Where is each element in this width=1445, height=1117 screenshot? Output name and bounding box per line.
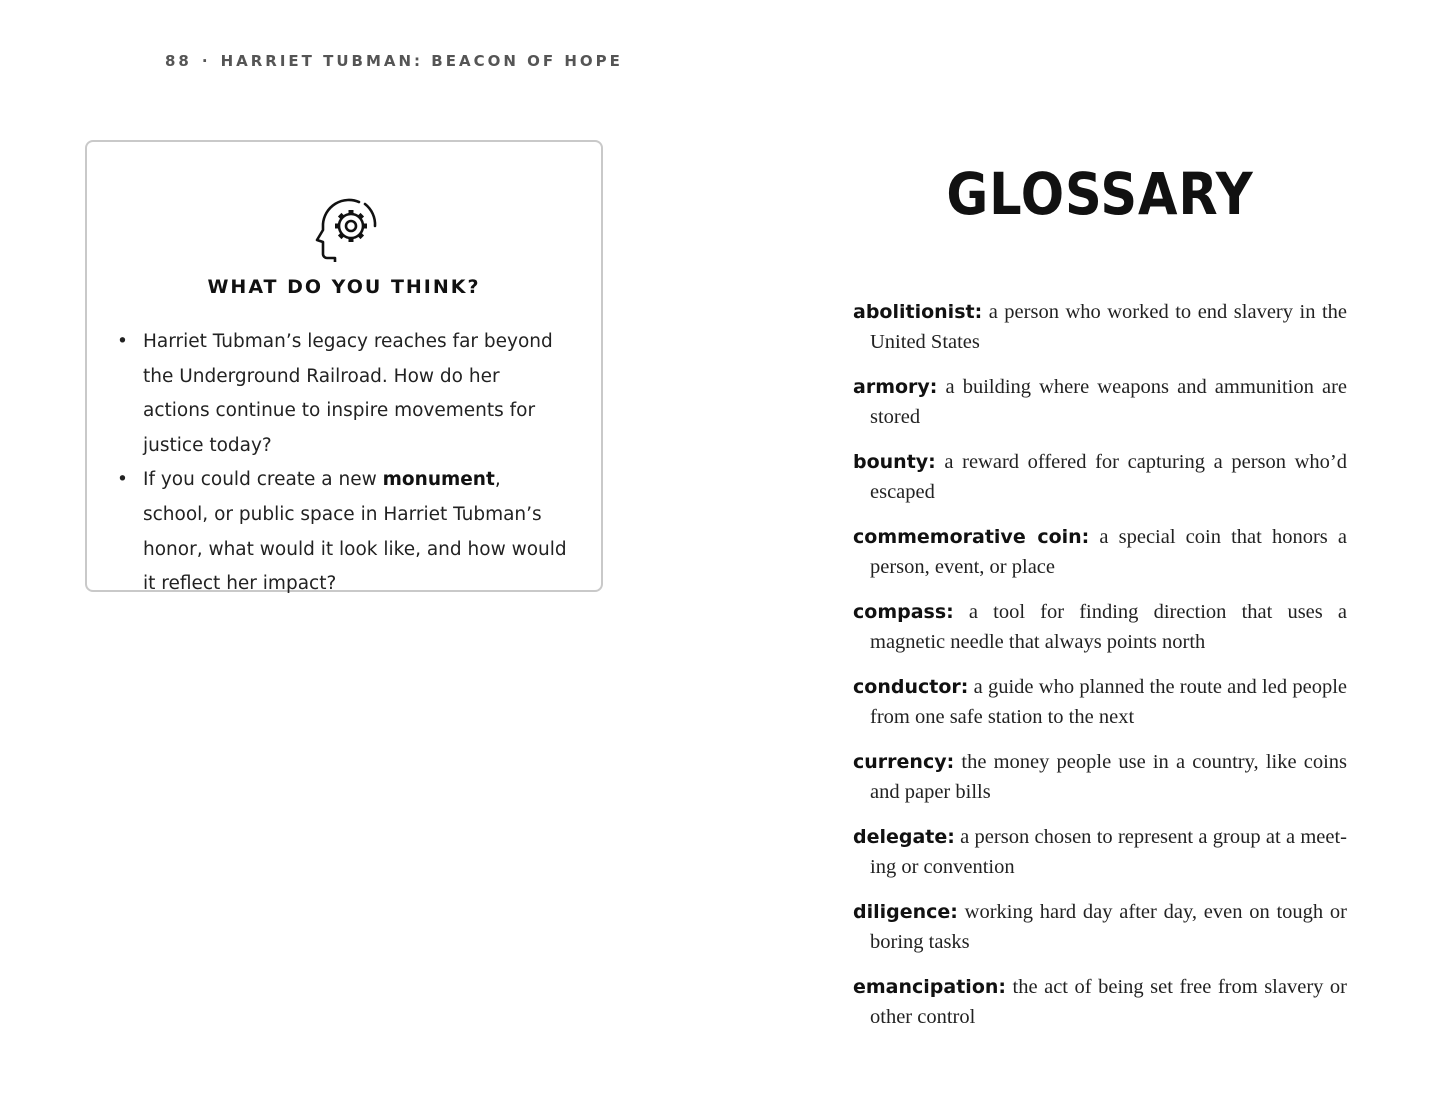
question-text-end: , school, or public space in Harriet Tubman’s honor, what would it look like, and how would it reflect her impact? xyxy=(143,469,567,595)
glossary-entry xyxy=(853,373,1347,448)
glossary-entry xyxy=(853,898,1347,973)
think-question-2 xyxy=(117,463,567,601)
glossary-entry xyxy=(853,598,1347,673)
glossary-entry xyxy=(853,523,1347,598)
glossary-term: armory: xyxy=(853,376,938,398)
glossary-term: diligence: xyxy=(853,901,958,923)
glossary-definition: a tool for finding direction that uses a magnetic needle that always points north xyxy=(870,601,1347,653)
head-gear-icon xyxy=(313,190,385,262)
page-number: 88 xyxy=(165,52,192,70)
bullet: • xyxy=(117,331,128,352)
glossary-term: abolitionist: xyxy=(853,301,983,323)
glossary-entry xyxy=(853,673,1347,748)
what-do-you-think-box xyxy=(85,140,603,595)
running-head-separator: · xyxy=(201,52,211,70)
glossary-entry xyxy=(853,748,1347,823)
glossary-definition: a person who worked to end slavery in the United States xyxy=(870,301,1347,353)
glossary-term: bounty: xyxy=(853,451,936,473)
think-box-title: WHAT DO YOU THINK? xyxy=(207,276,481,298)
glossary-definition: working hard day after day, even on tough or boring tasks xyxy=(870,901,1347,953)
question-text: Harriet Tubman’s legacy reaches far beyond the Underground Railroad. How do her actions continue to inspire movements for justice today? xyxy=(143,331,553,456)
glossary-definition: a guide who planned the route and led people from one safe station to the next xyxy=(870,676,1347,728)
think-question-1 xyxy=(117,325,567,463)
book-title: HARRIET TUBMAN: BEACON OF HOPE xyxy=(220,52,623,70)
bullet: • xyxy=(117,469,128,491)
bold-keyword: monument xyxy=(382,469,495,491)
glossary-entry xyxy=(853,298,1347,373)
glossary-definition: a special coin that honors a person, event, or place xyxy=(870,526,1347,578)
glossary-term: delegate: xyxy=(853,826,955,848)
glossary-term: conductor: xyxy=(853,676,969,698)
glossary-title: GLOSSARY xyxy=(946,160,1254,228)
glossary-definition: a building where weapons and ammunition are stored xyxy=(870,376,1347,428)
question-text-start: If you could create a new xyxy=(143,469,383,491)
glossary-term: emancipation: xyxy=(853,976,1007,998)
glossary-entry xyxy=(853,973,1347,1048)
glossary-entry xyxy=(853,448,1347,523)
glossary-term: compass: xyxy=(853,601,954,623)
running-head xyxy=(165,52,623,70)
glossary-term: currency: xyxy=(853,751,955,773)
glossary-definition: the money people use in a country, like coins and paper bills xyxy=(870,751,1347,803)
glossary-definition: a reward offered for capturing a person who’d escaped xyxy=(870,451,1347,503)
glossary-list xyxy=(853,298,1347,1048)
glossary-definition: the act of being set free from slavery or other control xyxy=(870,976,1347,1028)
glossary-definition: a person chosen to represent a group at a meet- ing or convention xyxy=(870,826,1347,878)
glossary-term: commemorative coin: xyxy=(853,526,1090,548)
think-question-list xyxy=(117,325,567,602)
glossary-entry xyxy=(853,823,1347,898)
